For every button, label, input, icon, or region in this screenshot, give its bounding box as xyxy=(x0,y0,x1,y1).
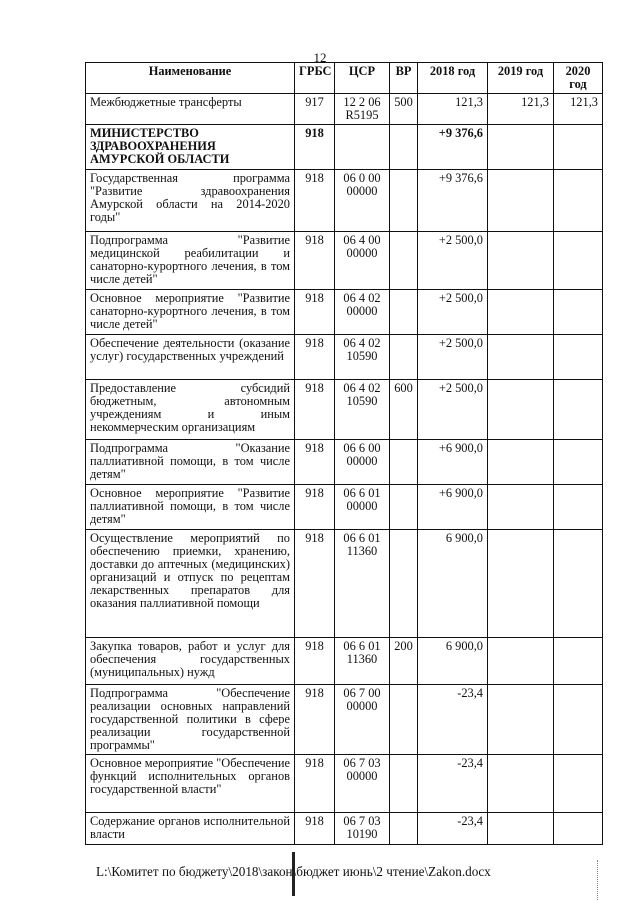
cell-grbs: 918 xyxy=(295,755,335,813)
cell-grbs: 918 xyxy=(295,380,335,440)
cell-vr xyxy=(390,530,418,638)
cell-csr: 06 7 03 00000 xyxy=(335,755,390,813)
cell-name: Содержание органов исполнительной власти xyxy=(86,813,295,845)
cell-grbs: 917 xyxy=(295,94,335,125)
cell-2018: +6 900,0 xyxy=(418,485,488,530)
cell-name: Предоставление субсидий бюджетным, автономным учреждениям и иным некоммерческим организациям xyxy=(86,380,295,440)
table-row xyxy=(86,440,603,485)
cell-name: Основное мероприятие "Развитие паллиативной помощи, в том числе детям" xyxy=(86,485,295,530)
cell-grbs: 918 xyxy=(295,638,335,685)
scan-artifact-dots xyxy=(597,860,599,900)
cell-2018: +2 500,0 xyxy=(418,290,488,335)
cell-name: Государственная программа "Развитие здравоохранения Амурской области на 2014-2020 годы" xyxy=(86,170,295,232)
cell-2020 xyxy=(554,380,603,440)
table-row xyxy=(86,290,603,335)
cell-csr: 12 2 06 R5195 xyxy=(335,94,390,125)
cell-2019 xyxy=(488,170,554,232)
cell-2020 xyxy=(554,290,603,335)
cell-grbs: 918 xyxy=(295,685,335,755)
cell-csr: 06 6 01 11360 xyxy=(335,638,390,685)
header-2020: 2020 год xyxy=(554,63,603,94)
cell-2018: 6 900,0 xyxy=(418,530,488,638)
cell-name: Основное мероприятие "Обеспечение функций исполнительных органов государственной власти" xyxy=(86,755,295,813)
cell-2020 xyxy=(554,813,603,845)
page-number: 12 xyxy=(313,50,327,65)
cell-csr: 06 4 02 10590 xyxy=(335,380,390,440)
cell-2018: +9 376,6 xyxy=(418,125,488,170)
cell-csr: 06 6 01 11360 xyxy=(335,530,390,638)
cell-name: Подпрограмма "Развитие медицинской реабилитации и санаторно-курортного лечения, в том числе детей" xyxy=(86,232,295,290)
cell-csr: 06 7 00 00000 xyxy=(335,685,390,755)
cell-2019 xyxy=(488,335,554,380)
header-vr: ВР xyxy=(390,63,418,94)
cell-2020 xyxy=(554,485,603,530)
cell-2020 xyxy=(554,335,603,380)
cell-2020 xyxy=(554,125,603,170)
cell-2020 xyxy=(554,685,603,755)
cell-2019 xyxy=(488,380,554,440)
cell-2019 xyxy=(488,638,554,685)
cell-vr: 200 xyxy=(390,638,418,685)
cell-2019 xyxy=(488,125,554,170)
cell-2018: 6 900,0 xyxy=(418,638,488,685)
cell-2019 xyxy=(488,530,554,638)
table-row xyxy=(86,813,603,845)
cell-grbs: 918 xyxy=(295,335,335,380)
cell-csr: 06 6 00 00000 xyxy=(335,440,390,485)
cell-name: Осуществление мероприятий по обеспечению приемки, хранению, доставки до аптечных (медицинских) организаций и отпуск по рецептам лекарственных препаратов для оказания паллиативной помощи xyxy=(86,530,295,638)
cell-vr xyxy=(390,440,418,485)
cell-csr: 06 4 02 00000 xyxy=(335,290,390,335)
cell-name: Основное мероприятие "Развитие санаторно-курортного лечения, в том числе детей" xyxy=(86,290,295,335)
cell-2018: +2 500,0 xyxy=(418,335,488,380)
cell-2020 xyxy=(554,440,603,485)
header-grbs: ГРБС xyxy=(295,63,335,94)
cell-grbs: 918 xyxy=(295,530,335,638)
cell-2018: -23,4 xyxy=(418,813,488,845)
cell-name: Межбюджетные трансферты xyxy=(86,94,295,125)
cell-vr xyxy=(390,813,418,845)
cell-2020 xyxy=(554,530,603,638)
header-row xyxy=(86,63,603,94)
cell-name: МИНИСТЕРСТВО ЗДРАВООХРАНЕНИЯ АМУРСКОЙ ОБЛАСТИ xyxy=(86,125,295,170)
cell-2018: 121,3 xyxy=(418,94,488,125)
cell-2019 xyxy=(488,232,554,290)
cell-vr xyxy=(390,685,418,755)
cell-2019 xyxy=(488,755,554,813)
cell-vr xyxy=(390,125,418,170)
cell-vr: 600 xyxy=(390,380,418,440)
table-row xyxy=(86,170,603,232)
header-2019: 2019 год xyxy=(488,63,554,94)
cell-2020 xyxy=(554,170,603,232)
header-name: Наименование xyxy=(86,63,295,94)
cell-2018: +2 500,0 xyxy=(418,380,488,440)
cell-2018: +2 500,0 xyxy=(418,232,488,290)
cell-2020: 121,3 xyxy=(554,94,603,125)
table-row xyxy=(86,755,603,813)
cell-csr: 06 6 01 00000 xyxy=(335,485,390,530)
header-2018: 2018 год xyxy=(418,63,488,94)
header-csr: ЦСР xyxy=(335,63,390,94)
table-row xyxy=(86,125,603,170)
cell-vr xyxy=(390,335,418,380)
cell-grbs: 918 xyxy=(295,440,335,485)
cell-vr xyxy=(390,755,418,813)
table-row xyxy=(86,335,603,380)
cell-2019: 121,3 xyxy=(488,94,554,125)
cell-vr xyxy=(390,170,418,232)
table-row xyxy=(86,485,603,530)
cell-grbs: 918 xyxy=(295,485,335,530)
cell-2019 xyxy=(488,440,554,485)
cell-2019 xyxy=(488,290,554,335)
cell-csr: 06 7 03 10190 xyxy=(335,813,390,845)
cell-name: Подпрограмма "Оказание паллиативной помощи, в том числе детям" xyxy=(86,440,295,485)
cell-grbs: 918 xyxy=(295,125,335,170)
cell-csr: 06 4 02 10590 xyxy=(335,335,390,380)
cell-2019 xyxy=(488,485,554,530)
cell-name: Подпрограмма "Обеспечение реализации основных направлений государственной политики в сфере реализации государственной программы" xyxy=(86,685,295,755)
cell-2020 xyxy=(554,755,603,813)
cell-grbs: 918 xyxy=(295,232,335,290)
budget-table xyxy=(85,62,603,845)
cell-2018: -23,4 xyxy=(418,685,488,755)
table-row xyxy=(86,638,603,685)
table-row xyxy=(86,685,603,755)
cell-vr: 500 xyxy=(390,94,418,125)
cell-grbs: 918 xyxy=(295,170,335,232)
cell-vr xyxy=(390,232,418,290)
cell-csr: 06 4 00 00000 xyxy=(335,232,390,290)
cell-2019 xyxy=(488,813,554,845)
cell-2018: +6 900,0 xyxy=(418,440,488,485)
table-row xyxy=(86,94,603,125)
cell-vr xyxy=(390,290,418,335)
table-row xyxy=(86,530,603,638)
cell-2020 xyxy=(554,638,603,685)
cell-csr xyxy=(335,125,390,170)
table-row xyxy=(86,232,603,290)
cell-2018: -23,4 xyxy=(418,755,488,813)
cell-grbs: 918 xyxy=(295,290,335,335)
cell-vr xyxy=(390,485,418,530)
cell-2020 xyxy=(554,232,603,290)
table-row xyxy=(86,380,603,440)
cell-2018: +9 376,6 xyxy=(418,170,488,232)
cell-csr: 06 0 00 00000 xyxy=(335,170,390,232)
cell-name: Закупка товаров, работ и услуг для обеспечения государственных (муниципальных) нужд xyxy=(86,638,295,685)
cell-2019 xyxy=(488,685,554,755)
footer-file-path: L:\Комитет по бюджету\2018\закон\бюджет июнь\2 чтение\Zakon.docx xyxy=(96,864,491,879)
cell-name: Обеспечение деятельности (оказание услуг) государственных учреждений xyxy=(86,335,295,380)
cell-grbs: 918 xyxy=(295,813,335,845)
